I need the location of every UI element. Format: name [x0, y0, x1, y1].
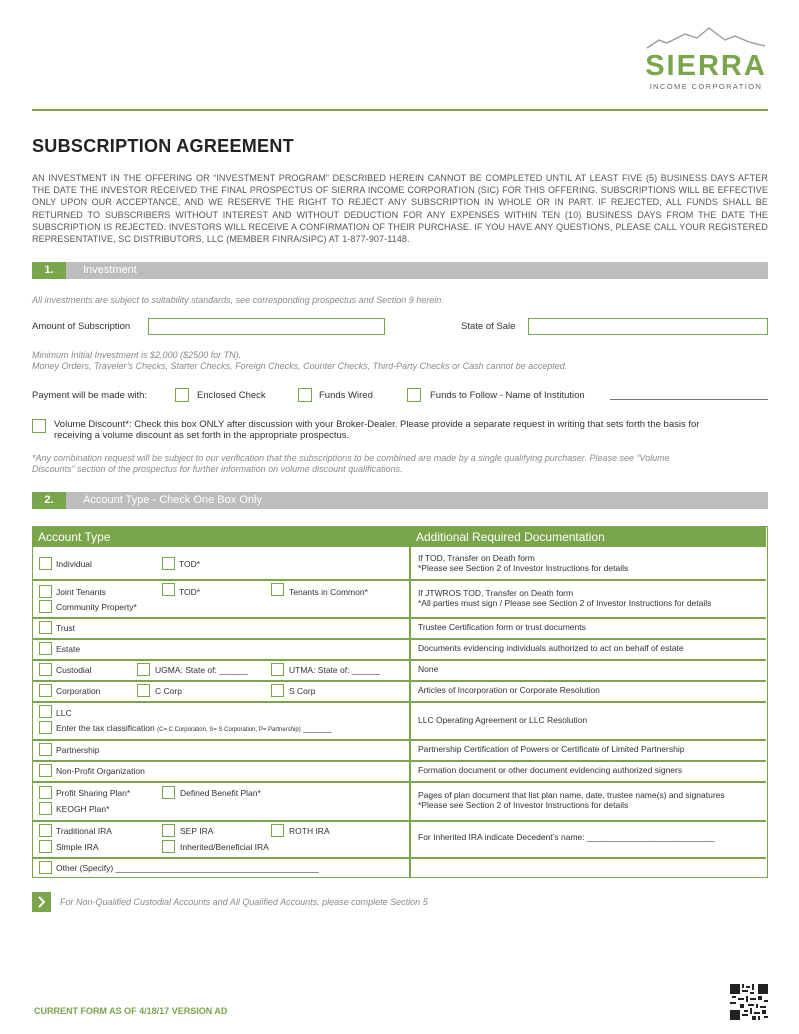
combination-footnote-2: Discounts” section of the prospectus for further information on volume discount qualifications.: [32, 464, 403, 474]
joint-tod-checkbox[interactable]: [162, 583, 175, 596]
custodial-label: Custodial: [56, 665, 92, 675]
section-5-note: For Non-Qualified Custodial Accounts and All Qualified Accounts, please complete Section 5: [60, 897, 428, 907]
joint-tenants-label: Joint Tenants: [56, 587, 106, 597]
partnership-label: Partnership: [56, 745, 100, 755]
intro-disclaimer: AN INVESTMENT IN THE OFFERING OR “INVESTMENT PROGRAM” DESCRIBED HEREIN CANNOT BE COMPLETED UNTIL AT LEAST FIVE (5) BUSINESS DAYS AFTER THE DATE THE INVESTOR RECEIVED THE FINAL PROSPECTUS OF SIERRA INCOME CORPORATION (SIC) FOR THIS OFFERING. SUBSCRIPTIONS WILL BE EFFECTIVE ONLY UPON OUR ACCEPTANCE, AND WE RESERVE THE RIGHT TO REJECT ANY SUBSCRIPTION IN WHOLE OR IN PART. IF REJECTED, ALL FUNDS SHALL BE RETURNED TO SUBSCRIBERS WITHOUT INTEREST AND WITHOUT DEDUCTION FOR ANY EXPENSES WITHIN TEN (10) BUSINESS DAYS FROM THE DATE THE SUBSCRIPTION IS REJECTED. INVESTORS WILL RECEIVE A CONFIRMATION OF THEIR PURCHASE. IF YOU HAVE ANY QUESTIONS, PLEASE CALL YOUR REGISTERED REPRESENTATIVE, SC DISTRIBUTORS, LLC (MEMBER FINRA/SIPC) AT 1-877-907-1148.: [32, 173, 768, 245]
row-divider: [33, 820, 766, 822]
custodial-doc: None: [418, 664, 439, 674]
suitability-note: All investments are subject to suitability standards, see corresponding prospectus and Section 9 herein.: [32, 295, 444, 305]
logo-wordmark: SIERRA: [645, 50, 767, 82]
individual-doc-note: *Please see Section 2 of Investor Instructions for details: [418, 563, 629, 573]
row-divider: [33, 659, 766, 661]
nonprofit-label: Non-Profit Organization: [56, 766, 145, 776]
tenants-in-common-checkbox[interactable]: [271, 583, 284, 596]
section-1-header: [32, 262, 768, 279]
trust-label: Trust: [56, 623, 76, 633]
section-1-title: Investment: [83, 264, 137, 276]
joint-doc: If JTWROS TOD, Transfer on Death form: [418, 588, 574, 598]
individual-label: Individual: [56, 559, 92, 569]
nonprofit-checkbox[interactable]: [39, 764, 52, 777]
payment-restrictions-note: Money Orders, Traveler’s Checks, Starter Checks, Foreign Checks, Counter Checks, Third-Party Checks or Cash cannot be accepted.: [32, 361, 568, 371]
estate-checkbox[interactable]: [39, 642, 52, 655]
profit-doc-note: *Please see Section 2 of Investor Instructions for details: [418, 800, 629, 810]
joint-tod-label: TOD*: [179, 587, 201, 597]
enclosed-check-checkbox[interactable]: [175, 388, 189, 402]
profit-doc: Pages of plan document that list plan name, date, trustee name(s) and signatures: [418, 790, 725, 800]
row-divider: [33, 857, 766, 859]
joint-tenants-checkbox[interactable]: [39, 585, 52, 598]
row-divider: [33, 739, 766, 741]
institution-name-line[interactable]: [610, 399, 768, 400]
llc-doc: LLC Operating Agreement or LLC Resolution: [418, 715, 588, 725]
estate-doc: Documents evidencing individuals authorized to act on behalf of estate: [418, 643, 684, 653]
sep-ira-label: SEP IRA: [180, 826, 214, 836]
corporation-label: Corporation: [56, 686, 101, 696]
nonprofit-doc: Formation document or other document evidencing authorized signers: [418, 765, 683, 775]
llc-tax-classification-legend: (C= C Corporation, S= S Corporation, P= Partnership): [157, 727, 301, 733]
c-corp-label: C Corp: [155, 686, 182, 696]
funds-wired-checkbox[interactable]: [298, 388, 312, 402]
sep-ira-checkbox[interactable]: [162, 824, 175, 837]
roth-ira-checkbox[interactable]: [271, 824, 284, 837]
sierra-logo: [645, 26, 767, 96]
profit-sharing-checkbox[interactable]: [39, 786, 52, 799]
simple-ira-checkbox[interactable]: [39, 840, 52, 853]
inherited-ira-checkbox[interactable]: [162, 840, 175, 853]
volume-discount-checkbox[interactable]: [32, 419, 46, 433]
individual-tod-label: TOD*: [179, 559, 201, 569]
payment-label: Payment will be made with:: [32, 390, 148, 401]
row-divider: [33, 781, 766, 783]
profit-sharing-label: Profit Sharing Plan*: [56, 788, 131, 798]
utma-checkbox[interactable]: [271, 663, 284, 676]
combination-footnote: *Any combination request will be subject to our verification that the subscriptions to be combined are made by a single qualifying purchaser. Please see “Volume: [32, 453, 670, 463]
partnership-checkbox[interactable]: [39, 743, 52, 756]
section-2-title: Account Type - Check One Box Only: [83, 494, 262, 506]
llc-tax-classification-checkbox[interactable]: [39, 721, 52, 734]
minimum-investment-note: Minimum Initial Investment is $2,000 ($2500 for TN).: [32, 350, 242, 360]
utma-label: UTMA: State of: ______: [289, 665, 381, 675]
custodial-checkbox[interactable]: [39, 663, 52, 676]
s-corp-label: S Corp: [289, 686, 316, 696]
funds-to-follow-label: Funds to Follow - Name of Institution: [430, 390, 585, 401]
estate-label: Estate: [56, 644, 81, 654]
defined-benefit-label: Defined Benefit Plan*: [180, 788, 261, 798]
volume-discount-text: Volume Discount*: Check this box ONLY after discussion with your Broker-Dealer. Please provide a separate request in writing that sets forth the basis for: [54, 419, 700, 430]
individual-doc: If TOD, Transfer on Death form: [418, 553, 535, 563]
inherited-ira-label: Inherited/Beneficial IRA: [180, 842, 269, 852]
community-property-label: Community Property*: [56, 602, 137, 612]
keogh-checkbox[interactable]: [39, 802, 52, 815]
other-checkbox[interactable]: [39, 861, 52, 874]
funds-wired-label: Funds Wired: [319, 390, 373, 401]
row-divider: [33, 579, 766, 581]
trust-checkbox[interactable]: [39, 621, 52, 634]
state-of-sale-input[interactable]: [528, 318, 768, 335]
amount-label: Amount of Subscription: [32, 321, 131, 332]
ugma-checkbox[interactable]: [137, 663, 150, 676]
section-2-number: 2.: [32, 492, 66, 509]
account-type-table: [32, 526, 768, 878]
traditional-ira-checkbox[interactable]: [39, 824, 52, 837]
corporation-checkbox[interactable]: [39, 684, 52, 697]
table-header: [33, 527, 766, 547]
funds-to-follow-checkbox[interactable]: [407, 388, 421, 402]
roth-ira-label: ROTH IRA: [289, 826, 330, 836]
amount-of-subscription-input[interactable]: [148, 318, 385, 335]
community-property-checkbox[interactable]: [39, 600, 52, 613]
row-divider: [33, 680, 766, 682]
page-title: SUBSCRIPTION AGREEMENT: [32, 136, 294, 156]
column-divider: [409, 547, 411, 877]
account-type-column-header: Account Type: [38, 530, 111, 544]
row-divider: [33, 701, 766, 703]
partnership-doc: Partnership Certification of Powers or Certificate of Limited Partnership: [418, 744, 685, 754]
s-corp-checkbox[interactable]: [271, 684, 284, 697]
c-corp-checkbox[interactable]: [137, 684, 150, 697]
header-rule: [32, 109, 768, 111]
individual-checkbox[interactable]: [39, 557, 52, 570]
other-label: Other (Specify) ___________________________________________: [56, 863, 319, 873]
llc-label: LLC: [56, 708, 72, 718]
enclosed-check-label: Enclosed Check: [197, 390, 266, 401]
row-divider: [33, 638, 766, 640]
chevron-right-icon: [36, 896, 48, 908]
row-divider: [33, 760, 766, 762]
qr-code-icon: [730, 984, 768, 1020]
llc-tax-classification-text: Enter the tax classification: [56, 723, 155, 733]
section-2-header: [32, 492, 768, 509]
keogh-label: KEOGH Plan*: [56, 804, 110, 814]
llc-tax-classification-label: [56, 723, 331, 736]
mountain-logo-icon: [645, 26, 767, 50]
documentation-column-header: Additional Required Documentation: [416, 530, 605, 544]
llc-tax-classification-blank[interactable]: ______: [303, 723, 332, 733]
simple-ira-label: Simple IRA: [56, 842, 99, 852]
section-1-number: 1.: [32, 262, 66, 279]
volume-discount-text-2: receiving a volume discount as set forth in the appropriate prospectus.: [54, 430, 350, 441]
logo-subtitle: INCOME CORPORATION: [649, 82, 763, 91]
joint-doc-note: *All parties must sign / Please see Section 2 of Investor Instructions for details: [418, 598, 712, 608]
section-5-arrow: [32, 892, 51, 912]
llc-checkbox[interactable]: [39, 705, 52, 718]
form-version: CURRENT FORM AS OF 4/18/17 VERSION AD: [34, 1006, 228, 1016]
corporation-doc: Articles of Incorporation or Corporate Resolution: [418, 685, 600, 695]
ira-doc: For Inherited IRA indicate Decedent’s name: ___________________________: [418, 832, 715, 842]
state-of-sale-label: State of Sale: [461, 321, 516, 332]
trust-doc: Trustee Certification form or trust documents: [418, 622, 586, 632]
row-divider: [33, 617, 766, 619]
traditional-ira-label: Traditional IRA: [56, 826, 112, 836]
defined-benefit-checkbox[interactable]: [162, 786, 175, 799]
tenants-in-common-label: Tenants in Common*: [289, 587, 368, 597]
ugma-label: UGMA: State of: ______: [155, 665, 248, 675]
individual-tod-checkbox[interactable]: [162, 557, 175, 570]
